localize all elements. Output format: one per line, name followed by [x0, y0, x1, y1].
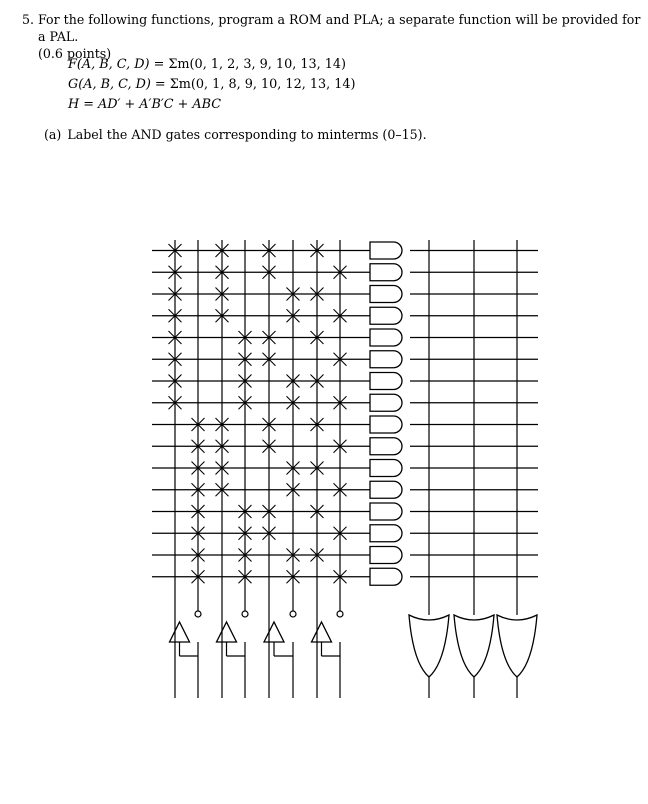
and-gate [370, 394, 402, 411]
input-buffer [312, 622, 332, 642]
and-gate [370, 568, 402, 585]
inverter-bubble [290, 611, 296, 617]
part-a-text: Label the AND gates corresponding to minterms (0–15). [67, 127, 427, 142]
and-gate [370, 503, 402, 520]
equation-g: G(A, B, C, D) = Σm(0, 1, 8, 9, 10, 12, 13, 14) [68, 77, 356, 92]
problem-number: 5. [22, 12, 35, 27]
and-gate [370, 460, 402, 477]
and-gate [370, 481, 402, 498]
and-gate [370, 525, 402, 542]
or-gate [454, 615, 494, 677]
inverter-bubble [242, 611, 248, 617]
equation-f: F(A, B, C, D) = Σm(0, 1, 2, 3, 9, 10, 13, 14) [68, 57, 347, 72]
and-gate [370, 373, 402, 390]
and-gate [370, 547, 402, 564]
inverter-bubble [337, 611, 343, 617]
or-gate [497, 615, 537, 677]
and-gate [370, 329, 402, 346]
and-gate [370, 264, 402, 281]
and-gate [370, 351, 402, 368]
or-gate [409, 615, 449, 677]
and-gate [370, 307, 402, 324]
input-buffer [170, 622, 190, 642]
and-gate [370, 438, 402, 455]
part-a-label: (a) [44, 127, 62, 142]
problem-text: For the following functions, program a ROM and PLA; a separate function will be provided for a PAL. [38, 12, 641, 44]
and-gate [370, 416, 402, 433]
problem-points: (0.6 points) [38, 46, 112, 61]
and-gate [370, 242, 402, 259]
input-buffer [264, 622, 284, 642]
inverter-bubble [195, 611, 201, 617]
and-gate [370, 286, 402, 303]
input-buffer [217, 622, 237, 642]
equation-h: H = AD′ + A′B′C + ABC [68, 97, 222, 112]
